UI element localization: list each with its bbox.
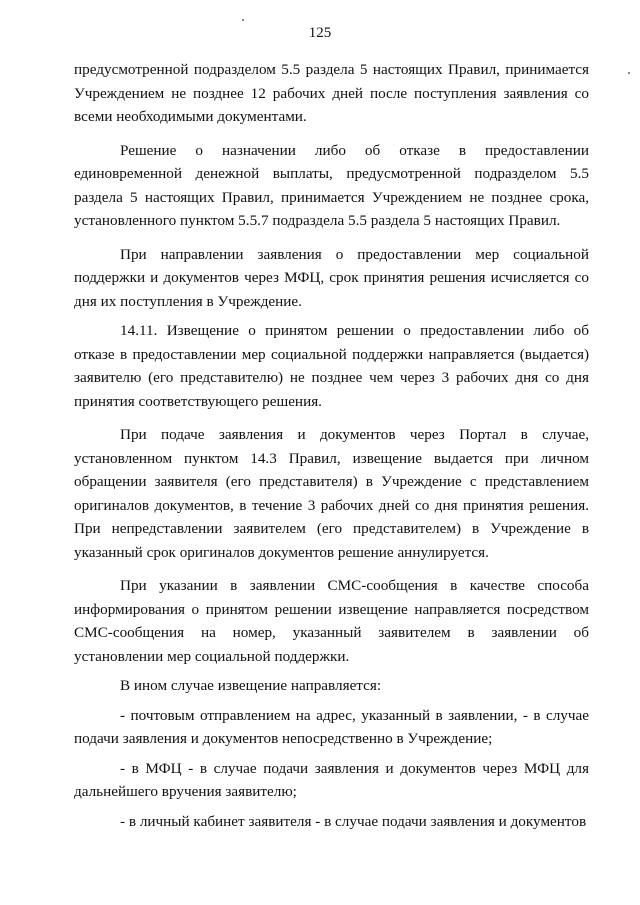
- list-item-2: - в МФЦ - в случае подачи заявления и документов через МФЦ для дальнейшего вручения заявителю;: [74, 759, 589, 800]
- paragraph-4: 14.11. Извещение о принятом решении о предоставлении либо об отказе в предоставлении мер социальной поддержки направляется (выдается) заявителю (его представителю) не позднее чем через 3 рабочих дня со дня принятия соответствующего решения.: [74, 322, 589, 410]
- paragraph-3: При направлении заявления о предоставлении мер социальной поддержки и документов через МФЦ, срок принятия решения исчисляется со дня их поступления в Учреждение.: [74, 245, 589, 310]
- paragraph-5: При подаче заявления и документов через Портал в случае, установленном пунктом 14.3 Правил, извещение выдается при личном обращении заявителя (его представителя) в Учреждение с представлением оригиналов документов, в течение 3 рабочих дней со дня принятия решения. При непредставлении заявителем (его представителем) в Учреждение в указанный срок оригиналов документов решение аннулируется.: [74, 426, 589, 561]
- paragraph-2: Решение о назначении либо об отказе в предоставлении единовременной денежной выплаты, предусмотренной подразделом 5.5 раздела 5 настоящих Правил, принимается Учреждением не позднее срока, установленного пунктом 5.5.7 подраздела 5.5 раздела 5 настоящих Правил.: [74, 141, 589, 229]
- list-item-3: - в личный кабинет заявителя - в случае подачи заявления и документов: [120, 812, 587, 830]
- scan-speck: [242, 19, 244, 21]
- paragraph-6: При указании в заявлении СМС-сообщения в качестве способа информирования о принятом решении извещение направляется посредством СМС-сообщения на номер, указанный заявителем в заявлении об установлении мер социальной поддержки.: [74, 577, 589, 665]
- page-number: 125: [308, 25, 332, 41]
- paragraph-1: предусмотренной подразделом 5.5 раздела 5 настоящих Правил, принимается Учреждением не позднее 12 рабочих дней после поступления заявления со всеми необходимыми документами.: [74, 61, 589, 125]
- document-body: [74, 58, 589, 833]
- scan-speck: [628, 72, 630, 74]
- paragraph-7: В ином случае извещение направляется:: [120, 677, 382, 694]
- list-item-1: - почтовым отправлением на адрес, указанный в заявлении, - в случае подачи заявления и документов непосредственно в Учреждение;: [74, 706, 589, 747]
